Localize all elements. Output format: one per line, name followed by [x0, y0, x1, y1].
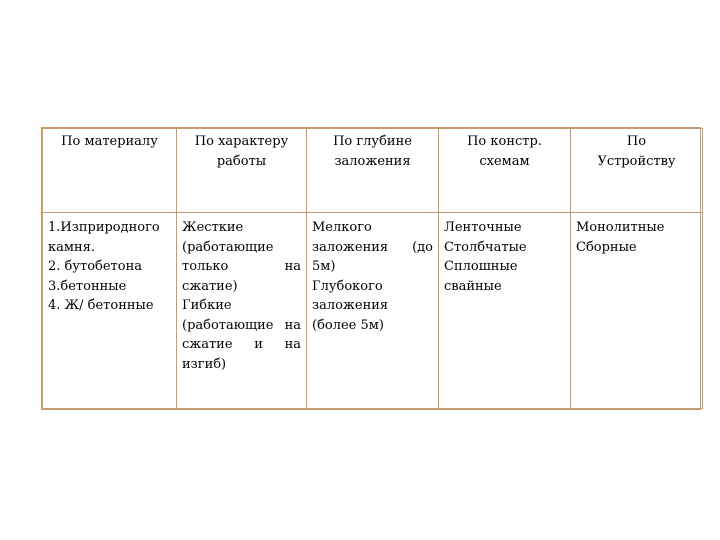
header-work-line-2: работы — [216, 153, 267, 169]
depth-cell — [307, 213, 439, 409]
depth-line-5: заложения — [312, 298, 389, 313]
header-depth-line-2: заложения — [334, 153, 411, 169]
depth-line-2-word-2: (до — [412, 239, 433, 255]
material-line-2: камня. — [48, 239, 95, 255]
foundation-classification-table-wrapper — [41, 127, 701, 410]
work-line-1: Жесткие — [182, 220, 244, 235]
depth-line-1: Мелкого — [312, 220, 372, 235]
work-line-6-word-1: (работающие — [182, 317, 274, 333]
header-cell-schemes — [439, 129, 571, 213]
header-device-line-2: Устройству — [597, 153, 676, 169]
device-line-1: Монолитные — [576, 220, 665, 235]
work-line-5: Гибкие — [182, 298, 232, 313]
work-line-6-word-2: на — [284, 317, 301, 333]
header-material-line: По материалу — [61, 134, 158, 149]
depth-line-3: 5м) — [312, 259, 336, 274]
material-line-4: 3.бетонные — [48, 278, 127, 294]
content-row — [43, 213, 703, 409]
work-line-3-word-1: только — [182, 259, 229, 274]
work-line-7-word-2: и — [254, 337, 263, 352]
work-cell — [177, 213, 307, 409]
depth-line-4: Глубокого — [312, 278, 383, 294]
schemes-cell — [439, 213, 571, 409]
header-cell-work — [177, 129, 307, 213]
material-line-1: 1.Изприродного — [48, 220, 160, 235]
schemes-line-4: свайные — [444, 278, 502, 294]
device-line-2: Сборные — [576, 239, 637, 255]
header-device-line-1: По — [626, 134, 647, 149]
depth-line-2-word-1: заложения — [312, 239, 389, 255]
header-schemes-line-1: По констр. — [467, 134, 542, 149]
work-line-3 — [182, 257, 301, 277]
header-cell-material — [43, 129, 177, 213]
depth-line-6: (более 5м) — [312, 317, 384, 333]
schemes-line-1: Ленточные — [444, 220, 522, 235]
work-line-4: сжатие) — [182, 278, 238, 294]
header-work-line-1: По характеру — [194, 134, 289, 149]
work-line-7-word-1: сжатие — [182, 337, 233, 352]
header-schemes-line-2: схемам — [479, 153, 530, 169]
header-cell-depth — [307, 129, 439, 213]
header-depth-line-1: По глубине — [333, 134, 412, 149]
schemes-line-3: Сплошные — [444, 259, 518, 274]
header-row — [43, 129, 703, 213]
work-line-2: (работающие — [182, 239, 274, 255]
material-line-5: 4. Ж/ бетонные — [48, 298, 154, 313]
work-line-8: изгиб) — [182, 356, 227, 372]
device-cell — [571, 213, 703, 409]
material-cell — [43, 213, 177, 409]
schemes-line-2: Столбчатые — [444, 239, 527, 255]
foundation-classification-table — [42, 128, 703, 409]
header-cell-device — [571, 129, 703, 213]
work-line-3-word-2: на — [284, 259, 301, 274]
work-line-7-word-3: на — [284, 337, 301, 352]
depth-line-2 — [312, 238, 433, 258]
work-line-6 — [182, 316, 301, 336]
work-line-7 — [182, 335, 301, 355]
material-line-3: 2. бутобетона — [48, 259, 142, 274]
